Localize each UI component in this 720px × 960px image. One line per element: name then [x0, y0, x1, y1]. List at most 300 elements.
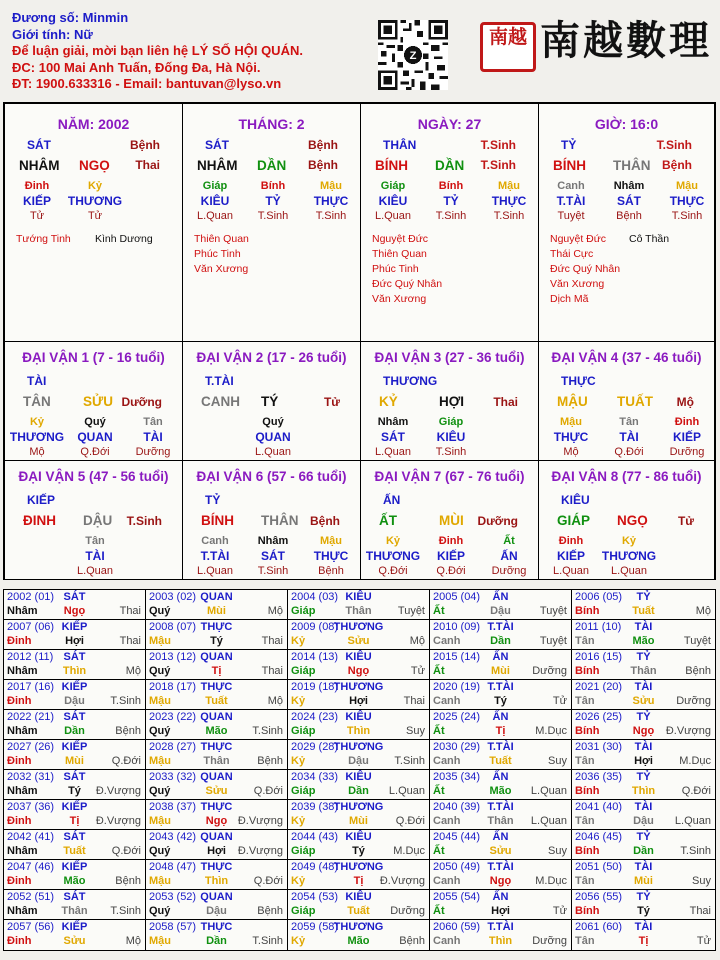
- year-cell[interactable]: [572, 890, 715, 920]
- dai-van-2[interactable]: [183, 342, 361, 461]
- year-phase: Bệnh: [399, 935, 425, 947]
- dai-van-7[interactable]: [361, 461, 539, 580]
- shen-sha: Phúc Tinh: [194, 248, 241, 260]
- year-god: THƯƠNG: [333, 681, 384, 693]
- year-stem: Giáp: [291, 605, 316, 617]
- year-cell[interactable]: [4, 920, 146, 950]
- year-god: THƯƠNG: [333, 921, 384, 933]
- address: ĐC: 100 Mai Anh Tuấn, Đống Đa, Hà Nội.: [12, 59, 261, 75]
- dai-van-top: THƯƠNG: [383, 374, 438, 388]
- dv-phase: Bệnh: [318, 565, 344, 577]
- year-cell[interactable]: [572, 680, 715, 710]
- year-god: THỰC: [200, 681, 233, 693]
- year-branch: Tị: [638, 935, 649, 947]
- year-cell[interactable]: [288, 800, 430, 830]
- year-cell[interactable]: [4, 800, 146, 830]
- year-phase: Thai: [119, 635, 141, 647]
- year-stem: Quý: [149, 845, 171, 857]
- year-cell[interactable]: [4, 770, 146, 800]
- year-cell[interactable]: [4, 590, 146, 620]
- ten-god-2: THƯƠNG: [67, 194, 123, 208]
- year-cell[interactable]: [572, 650, 715, 680]
- year-stem: Quý: [149, 665, 171, 677]
- phase-1: Tuyệt: [557, 210, 585, 222]
- year-god: TỶ: [636, 891, 651, 903]
- year-stem: Bính: [575, 905, 600, 917]
- year-god: SÁT: [63, 891, 86, 903]
- year-phase: T.Sinh: [680, 845, 711, 857]
- year-phase: L.Quan: [530, 815, 567, 827]
- dv-hidden-stem: Mậu: [560, 416, 582, 428]
- year-branch: Tị: [69, 815, 80, 827]
- dv-hidden-stem: Kỷ: [621, 535, 637, 547]
- year-phase: Thai: [119, 605, 141, 617]
- year-phase: Thai: [261, 665, 283, 677]
- year-branch: Ngọ: [63, 605, 86, 617]
- year-cell[interactable]: [4, 740, 146, 770]
- year-branch: Tị: [211, 665, 222, 677]
- year-stem: Nhâm: [7, 845, 38, 857]
- dai-van-5[interactable]: [5, 461, 183, 580]
- year-god: QUAN: [200, 711, 233, 723]
- year-cell[interactable]: [288, 860, 430, 890]
- header-info: [12, 10, 372, 93]
- phase-1: L.Quan: [374, 210, 412, 222]
- heavenly-stem: BÍNH: [375, 158, 408, 173]
- phone-email: ĐT: 1900.633316 - Email: bantuvan@lyso.vn: [12, 76, 282, 91]
- owner-name: Đương số: Minmin: [12, 10, 129, 25]
- year-branch: Tý: [494, 695, 507, 707]
- year-phase: Q.Đới: [111, 845, 141, 857]
- year-phase: Q.Đới: [253, 785, 283, 797]
- year-phase: Tử: [552, 905, 567, 917]
- year-branch: Dần: [490, 635, 511, 647]
- year-god: KIẾP: [61, 741, 88, 753]
- year-god: ẤN: [492, 651, 509, 663]
- year-god: SÁT: [63, 831, 86, 843]
- year-cell[interactable]: [572, 800, 715, 830]
- dai-van-title: ĐẠI VẬN 8 (77 - 86 tuổi): [551, 469, 702, 484]
- year-god: ẤN: [492, 591, 509, 603]
- year-label: 2038 (37): [149, 801, 197, 813]
- year-stem: Mậu: [149, 635, 171, 647]
- year-label: 2009 (08): [291, 621, 339, 633]
- year-stem: Canh: [433, 695, 461, 707]
- dv-phase: T.Sinh: [257, 565, 289, 577]
- year-phase: Suy: [406, 725, 425, 737]
- year-phase: Mộ: [695, 605, 711, 617]
- phase-3: T.Sinh: [671, 210, 703, 222]
- year-phase: Dưỡng: [532, 935, 567, 947]
- year-cell[interactable]: [146, 920, 288, 950]
- dai-van-phase: Tử: [323, 395, 340, 409]
- shen-sha: Kình Dương: [95, 233, 153, 245]
- year-cell[interactable]: [4, 830, 146, 860]
- year-phase: Tuyệt: [683, 635, 711, 647]
- year-cell[interactable]: [4, 860, 146, 890]
- year-cell[interactable]: [430, 830, 572, 860]
- year-label: 2022 (21): [7, 711, 55, 723]
- year-stem: Nhâm: [7, 605, 38, 617]
- year-cell[interactable]: [146, 590, 288, 620]
- ten-god-1: KIÊU: [378, 194, 408, 208]
- year-branch: Mùi: [207, 605, 226, 617]
- year-label: 2026 (25): [575, 711, 623, 723]
- year-phase: Tử: [696, 935, 711, 947]
- year-cell[interactable]: [572, 620, 715, 650]
- dv-ten-god: QUAN: [255, 430, 291, 444]
- year-cell[interactable]: [430, 920, 572, 950]
- year-cell[interactable]: [430, 590, 572, 620]
- pillar-2: [183, 104, 361, 342]
- dai-van-phase: Dưỡng: [121, 395, 162, 409]
- year-phase: Thai: [689, 905, 711, 917]
- hidden-stem-3: Mậu: [320, 180, 342, 192]
- year-cell[interactable]: [4, 710, 146, 740]
- year-god: THỰC: [200, 861, 233, 873]
- year-label: 2051 (50): [575, 861, 623, 873]
- year-label: 2030 (29): [433, 741, 481, 753]
- year-branch: Tuất: [205, 695, 228, 707]
- year-phase: Bệnh: [685, 665, 711, 677]
- year-branch: Sửu: [347, 635, 370, 647]
- year-branch: Dần: [633, 845, 654, 857]
- pillar-top-star: TỶ: [561, 138, 577, 152]
- year-stem: Kỷ: [291, 755, 306, 767]
- year-cell[interactable]: [146, 650, 288, 680]
- dv-phase: T.Sinh: [435, 446, 467, 458]
- year-label: 2057 (56): [7, 921, 55, 933]
- year-phase: Đ.Vượng: [237, 845, 283, 857]
- year-god: SÁT: [63, 651, 86, 663]
- year-cell[interactable]: [572, 710, 715, 740]
- phase-1: Tử: [29, 210, 45, 222]
- yearly-luck-table: [3, 589, 716, 951]
- dai-van-phase: T.Sinh: [126, 514, 162, 528]
- dv-phase: Q.Đới: [378, 565, 408, 577]
- year-cell[interactable]: [572, 590, 715, 620]
- year-branch: Thìn: [62, 665, 87, 677]
- year-label: 2048 (47): [149, 861, 197, 873]
- dai-van-1[interactable]: [5, 342, 183, 461]
- dai-van-title: ĐẠI VẬN 4 (37 - 46 tuổi): [551, 350, 702, 365]
- year-label: 2055 (54): [433, 891, 481, 903]
- dai-van-title: ĐẠI VẬN 6 (57 - 66 tuổi): [196, 469, 347, 484]
- year-god: THỰC: [200, 921, 233, 933]
- year-cell[interactable]: [146, 830, 288, 860]
- dai-van-phase: Bệnh: [310, 514, 340, 528]
- shen-sha: Cô Thần: [629, 233, 670, 245]
- year-god: KIÊU: [345, 891, 372, 903]
- year-cell[interactable]: [572, 920, 715, 950]
- year-cell[interactable]: [288, 770, 430, 800]
- year-god: THƯƠNG: [333, 861, 384, 873]
- phase-2: Bệnh: [616, 210, 642, 222]
- year-phase: Q.Đới: [681, 785, 711, 797]
- year-cell[interactable]: [430, 860, 572, 890]
- dv-ten-god: TÀI: [619, 430, 639, 444]
- pillar-title: THÁNG: 2: [238, 116, 305, 132]
- year-label: 2034 (33): [291, 771, 339, 783]
- year-god: ẤN: [492, 711, 509, 723]
- year-branch: Thân: [487, 815, 514, 827]
- year-phase: Q.Đới: [253, 875, 283, 887]
- year-stem: Đinh: [7, 695, 32, 707]
- year-stem: Giáp: [291, 725, 316, 737]
- dv-phase: L.Quan: [196, 565, 234, 577]
- phase-3: T.Sinh: [315, 210, 347, 222]
- pillar-top-star: SÁT: [27, 138, 51, 152]
- year-cell[interactable]: [288, 680, 430, 710]
- pillar-top-right: T.Sinh: [656, 138, 692, 152]
- year-phase: Thai: [403, 695, 425, 707]
- year-branch: Sửu: [489, 845, 512, 857]
- year-cell[interactable]: [430, 650, 572, 680]
- dv-phase: L.Quan: [552, 565, 590, 577]
- year-cell[interactable]: [430, 800, 572, 830]
- pillar-top-right: Bệnh: [130, 138, 160, 152]
- year-branch: Hợi: [349, 695, 368, 707]
- pillar-title: GIỜ: 16:0: [594, 116, 659, 132]
- year-stem: Quý: [149, 605, 171, 617]
- year-cell[interactable]: [288, 920, 430, 950]
- year-phase: T.Sinh: [252, 935, 283, 947]
- year-cell[interactable]: [430, 620, 572, 650]
- year-cell[interactable]: [430, 890, 572, 920]
- year-god: THƯƠNG: [333, 801, 384, 813]
- year-god: TÀI: [634, 801, 653, 813]
- year-stem: Ất: [433, 905, 445, 917]
- year-god: THỰC: [200, 801, 233, 813]
- year-cell[interactable]: [146, 770, 288, 800]
- hidden-stem-1: Đinh: [24, 180, 50, 192]
- year-branch: Dần: [348, 785, 369, 797]
- dai-van-stem: ẤT: [379, 513, 397, 528]
- year-label: 2003 (02): [149, 591, 197, 603]
- year-cell[interactable]: [430, 770, 572, 800]
- year-cell[interactable]: [288, 650, 430, 680]
- year-phase: Q.Đới: [395, 815, 425, 827]
- year-cell[interactable]: [146, 680, 288, 710]
- earthly-branch: DẦN: [257, 158, 287, 173]
- year-stem: Tân: [575, 635, 595, 647]
- dv-phase: Q.Đới: [436, 565, 466, 577]
- dv-hidden-stem: Quý: [84, 416, 106, 428]
- year-label: 2029 (28): [291, 741, 339, 753]
- dai-van-branch: TUẤT: [617, 394, 653, 409]
- pillar-top-right: T.Sinh: [480, 138, 516, 152]
- pillar-title: NGÀY: 27: [417, 116, 482, 132]
- year-label: 2060 (59): [433, 921, 481, 933]
- year-stem: Đinh: [7, 755, 32, 767]
- year-stem: Ất: [433, 605, 445, 617]
- year-label: 2050 (49): [433, 861, 481, 873]
- dai-van-6[interactable]: [183, 461, 361, 580]
- dv-phase: Dưỡng: [135, 446, 171, 458]
- dai-van-3[interactable]: [361, 342, 539, 461]
- shen-sha: Nguyệt Đức: [550, 233, 607, 245]
- shen-sha: Thái Cực: [550, 248, 594, 260]
- year-god: KIẾP: [61, 921, 88, 933]
- year-phase: Dưỡng: [390, 905, 425, 917]
- year-stem: Quý: [149, 725, 171, 737]
- year-cell[interactable]: [430, 710, 572, 740]
- year-phase: M.Dục: [535, 875, 567, 887]
- year-branch: Thìn: [488, 935, 513, 947]
- year-phase: Đ.Vượng: [379, 875, 425, 887]
- year-god: ẤN: [492, 891, 509, 903]
- dai-van-phase: Thai: [493, 395, 518, 409]
- year-label: 2018 (17): [149, 681, 197, 693]
- year-branch: Sửu: [205, 785, 228, 797]
- year-stem: Đinh: [7, 815, 32, 827]
- year-cell[interactable]: [146, 710, 288, 740]
- year-cell[interactable]: [572, 860, 715, 890]
- year-label: 2052 (51): [7, 891, 55, 903]
- year-label: 2061 (60): [575, 921, 623, 933]
- year-cell[interactable]: [572, 770, 715, 800]
- year-branch: Tuất: [489, 755, 512, 767]
- phase-1: L.Quan: [196, 210, 234, 222]
- year-cell[interactable]: [288, 830, 430, 860]
- year-cell[interactable]: [4, 680, 146, 710]
- year-phase: Tử: [552, 695, 567, 707]
- dv-hidden-stem: Kỷ: [385, 535, 401, 547]
- bazi-chart-grid: [3, 102, 716, 580]
- year-label: 2023 (22): [149, 711, 197, 723]
- year-phase: T.Sinh: [252, 725, 283, 737]
- year-label: 2020 (19): [433, 681, 481, 693]
- year-branch: Mão: [63, 875, 86, 887]
- dai-van-title: ĐẠI VẬN 3 (27 - 36 tuổi): [374, 350, 525, 365]
- dv-hidden-stem: Đinh: [438, 535, 464, 547]
- dai-van-stem: TÂN: [23, 394, 51, 409]
- dai-van-4[interactable]: [539, 342, 714, 461]
- year-label: 2014 (13): [291, 651, 339, 663]
- year-phase: Mộ: [267, 605, 283, 617]
- year-label: 2056 (55): [575, 891, 623, 903]
- dv-hidden-stem: Kỷ: [29, 416, 45, 428]
- year-branch: Thân: [203, 755, 230, 767]
- year-branch: Hợi: [634, 755, 653, 767]
- year-phase: Mộ: [125, 935, 141, 947]
- year-god: KIÊU: [345, 711, 372, 723]
- dv-ten-god: KIẾP: [436, 549, 465, 563]
- year-cell[interactable]: [4, 650, 146, 680]
- year-cell[interactable]: [288, 710, 430, 740]
- heavenly-stem: NHÂM: [19, 158, 60, 173]
- year-branch: Tị: [495, 725, 506, 737]
- year-cell[interactable]: [146, 740, 288, 770]
- year-cell[interactable]: [4, 620, 146, 650]
- dai-van-phase: Dưỡng: [477, 514, 518, 528]
- dai-van-8[interactable]: [539, 461, 714, 580]
- year-god: TÀI: [634, 681, 653, 693]
- year-stem: Giáp: [291, 785, 316, 797]
- dv-ten-god: THỰC: [553, 430, 589, 444]
- dai-van-top: ẤN: [383, 493, 401, 507]
- year-stem: Mậu: [149, 815, 171, 827]
- year-phase: Bệnh: [257, 905, 283, 917]
- year-cell[interactable]: [572, 830, 715, 860]
- year-label: 2002 (01): [7, 591, 55, 603]
- year-cell[interactable]: [288, 890, 430, 920]
- year-label: 2004 (03): [291, 591, 339, 603]
- year-branch: Dần: [206, 935, 227, 947]
- year-cell[interactable]: [146, 860, 288, 890]
- dai-van-branch: TÝ: [261, 394, 279, 409]
- dv-hidden-stem: Canh: [201, 535, 229, 547]
- dv-phase: L.Quan: [374, 446, 412, 458]
- dai-van-stem: KỶ: [379, 394, 398, 409]
- year-god: TỶ: [636, 771, 651, 783]
- year-stem: Bính: [575, 605, 600, 617]
- year-cell[interactable]: [288, 590, 430, 620]
- ten-god-2: TỶ: [265, 194, 281, 208]
- year-cell[interactable]: [430, 740, 572, 770]
- ten-god-1: T.TÀI: [556, 194, 586, 208]
- year-stem: Ất: [433, 785, 445, 797]
- year-god: TỶ: [636, 711, 651, 723]
- year-stem: Tân: [575, 875, 595, 887]
- year-phase: Suy: [548, 755, 567, 767]
- year-label: 2011 (10): [575, 621, 622, 633]
- year-phase: T.Sinh: [394, 755, 425, 767]
- year-cell[interactable]: [146, 620, 288, 650]
- year-stem: Nhâm: [7, 665, 38, 677]
- year-cell[interactable]: [288, 740, 430, 770]
- year-label: 2025 (24): [433, 711, 481, 723]
- dai-van-top: KIÊU: [561, 493, 590, 507]
- year-phase: Mộ: [409, 635, 425, 647]
- dv-ten-god: THƯƠNG: [365, 549, 421, 563]
- year-cell[interactable]: [146, 890, 288, 920]
- year-cell[interactable]: [572, 740, 715, 770]
- year-phase: M.Dục: [535, 725, 567, 737]
- pillar-1: [5, 104, 183, 342]
- dv-ten-god: SÁT: [381, 430, 405, 444]
- year-god: THỰC: [200, 741, 233, 753]
- year-cell[interactable]: [4, 890, 146, 920]
- dv-ten-god: ẤN: [500, 549, 518, 563]
- shen-sha: Văn Xương: [550, 278, 605, 290]
- year-label: 2042 (41): [7, 831, 55, 843]
- ten-god-1: KIẾP: [22, 194, 51, 208]
- qr-code-icon[interactable]: [378, 20, 448, 90]
- dai-van-branch: DẬU: [83, 513, 113, 528]
- year-god: T.TÀI: [487, 801, 514, 813]
- year-label: 2028 (27): [149, 741, 197, 753]
- year-label: 2046 (45): [575, 831, 623, 843]
- shen-sha: Đức Quý Nhân: [372, 278, 443, 290]
- year-cell[interactable]: [430, 680, 572, 710]
- year-branch: Mùi: [491, 665, 510, 677]
- year-god: SÁT: [63, 771, 86, 783]
- dai-van-title: ĐẠI VẬN 5 (47 - 56 tuổi): [18, 469, 169, 484]
- year-branch: Thìn: [346, 725, 371, 737]
- year-branch: Mão: [632, 635, 655, 647]
- ten-god-3: THỰC: [313, 194, 349, 208]
- year-god: QUAN: [200, 831, 233, 843]
- year-stem: Ất: [433, 845, 445, 857]
- year-cell[interactable]: [288, 620, 430, 650]
- year-stem: Đinh: [7, 935, 32, 947]
- year-god: TỶ: [636, 591, 651, 603]
- year-label: 2043 (42): [149, 831, 197, 843]
- year-cell[interactable]: [146, 800, 288, 830]
- year-branch: Ngọ: [205, 815, 228, 827]
- year-label: 2024 (23): [291, 711, 339, 723]
